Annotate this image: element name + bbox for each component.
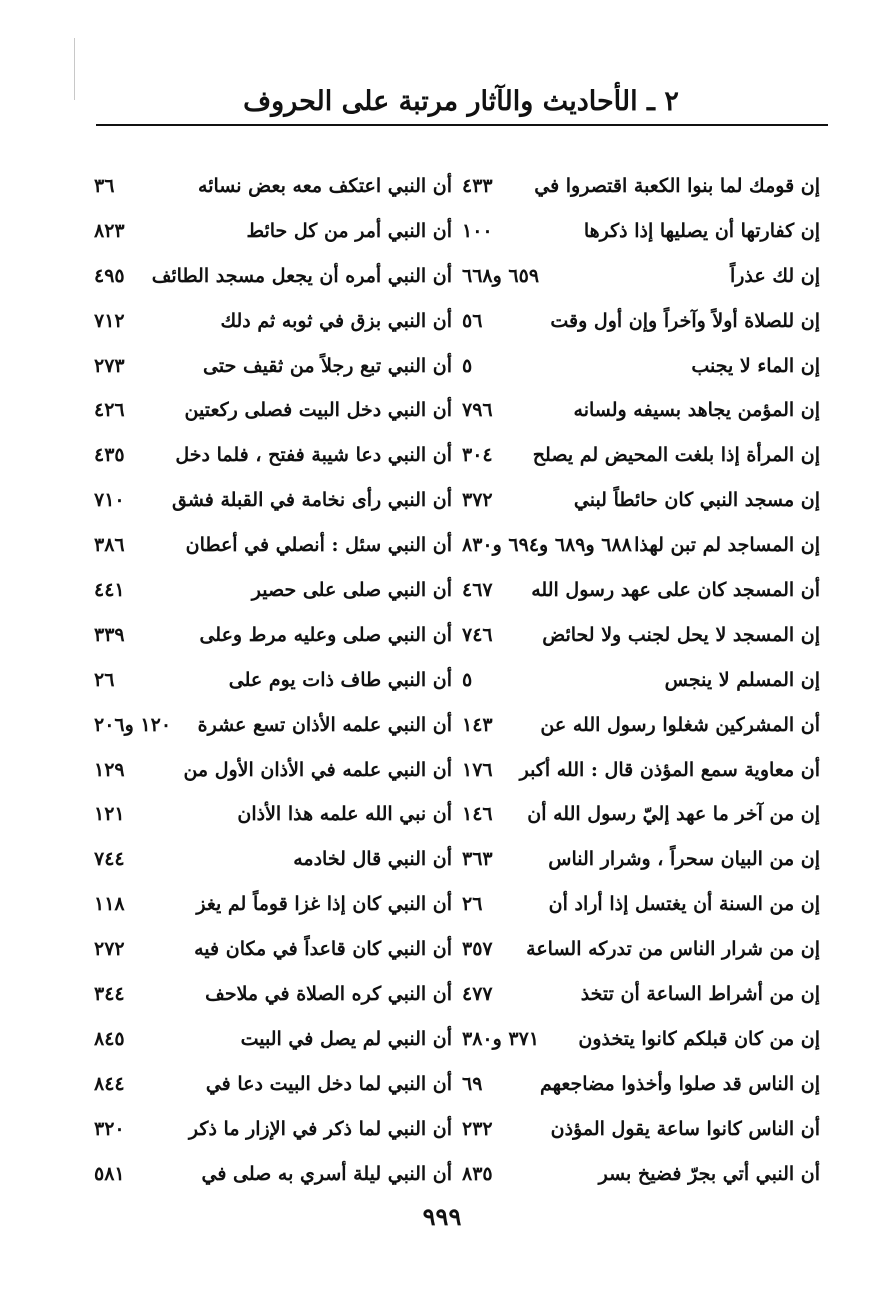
entry-reference-number: ٥ bbox=[462, 354, 473, 377]
margin-mark bbox=[74, 38, 75, 100]
entry-text: أن النبي دخل البيت فصلى ركعتين bbox=[184, 399, 452, 422]
entry-reference-number: ١٢٠ و٢٠٦ bbox=[94, 713, 172, 736]
entry-reference-number: ٢٦ bbox=[462, 893, 483, 916]
index-entry bbox=[88, 748, 458, 793]
index-entry bbox=[456, 1107, 826, 1152]
entry-reference-number: ٧١٠ bbox=[94, 489, 125, 512]
entry-text: أن النبي دعا شيبة ففتح ، فلما دخل bbox=[175, 444, 452, 467]
page-number: ٩٩٩ bbox=[422, 1202, 462, 1231]
entry-reference-number: ٧١٢ bbox=[94, 309, 125, 332]
entry-text: أن النبي طاف ذات يوم على bbox=[228, 668, 452, 691]
entry-reference-number: ٨٤٤ bbox=[94, 1072, 125, 1095]
entry-text: أن النبي ليلة أسري به صلى في bbox=[201, 1162, 452, 1185]
entry-text: أن النبي لم يصل في البيت bbox=[240, 1027, 452, 1050]
index-entry bbox=[456, 254, 826, 299]
entry-text: إن قومك لما بنوا الكعبة اقتصروا في bbox=[534, 175, 820, 197]
entry-reference-number: ٦٨٨ و٦٨٩ و٦٩٤ و٨٣٠ bbox=[462, 534, 632, 557]
entry-reference-number: ١٠٠ bbox=[462, 219, 493, 242]
entry-text: أن النبي لما ذكر في الإزار ما ذكر bbox=[188, 1117, 452, 1140]
index-entry bbox=[456, 209, 826, 254]
entry-reference-number: ٢٣٢ bbox=[462, 1117, 493, 1140]
entry-text: إن المرأة إذا بلغت المحيض لم يصلح bbox=[532, 444, 820, 467]
index-entry bbox=[88, 613, 458, 658]
index-entry bbox=[88, 837, 458, 882]
entry-text: إن من آخر ما عهد إليّ رسول الله أن bbox=[527, 803, 820, 826]
entry-reference-number: ٣٧٢ bbox=[462, 489, 493, 512]
entry-text: إن المسلم لا ينجس bbox=[664, 668, 820, 691]
entry-reference-number: ٦٩ bbox=[462, 1072, 483, 1095]
entry-text: إن المؤمن يجاهد بسيفه ولسانه bbox=[573, 399, 820, 422]
entry-reference-number: ٣٦٣ bbox=[462, 848, 493, 871]
entry-text: إن الناس قد صلوا وأخذوا مضاجعهم bbox=[539, 1072, 820, 1095]
index-entry bbox=[88, 344, 458, 389]
entry-text: إن للصلاة أولاً وآخراً وإن أول وقت bbox=[550, 309, 820, 332]
entry-reference-number: ٣٥٧ bbox=[462, 938, 493, 961]
entry-reference-number: ٥٦ bbox=[462, 309, 483, 332]
entry-reference-number: ٤٣٣ bbox=[462, 175, 493, 197]
entry-reference-number: ٢٦ bbox=[94, 668, 115, 691]
entry-text: أن معاوية سمع المؤذن قال : الله أكبر bbox=[519, 758, 820, 781]
index-entry bbox=[88, 254, 458, 299]
entry-reference-number: ٨٤٥ bbox=[94, 1027, 125, 1050]
entry-reference-number: ٢٧٢ bbox=[94, 938, 125, 961]
entry-reference-number: ٢٧٣ bbox=[94, 354, 125, 377]
entry-reference-number: ٣٦ bbox=[94, 175, 115, 197]
index-entry bbox=[456, 568, 826, 613]
index-column-right bbox=[456, 164, 826, 1196]
index-entry bbox=[456, 748, 826, 793]
index-entry bbox=[88, 658, 458, 703]
entry-reference-number: ٧٤٤ bbox=[94, 848, 125, 871]
entry-reference-number: ٤٧٧ bbox=[462, 983, 493, 1006]
header-rule bbox=[96, 124, 828, 126]
entry-text: أن المسجد كان على عهد رسول الله bbox=[531, 579, 820, 602]
entry-text: إن مسجد النبي كان حائطاً لبني bbox=[573, 489, 820, 512]
index-entry bbox=[88, 299, 458, 344]
entry-text: إن من شرار الناس من تدركه الساعة bbox=[526, 938, 820, 961]
entry-text: أن الناس كانوا ساعة يقول المؤذن bbox=[550, 1117, 820, 1140]
index-entry bbox=[456, 388, 826, 433]
index-entry bbox=[88, 972, 458, 1017]
entry-text: إن لك عذراً bbox=[729, 264, 820, 287]
entry-reference-number: ٨٣٥ bbox=[462, 1162, 493, 1185]
entry-reference-number: ١٢١ bbox=[94, 803, 125, 826]
entry-text: أن النبي صلى وعليه مرط وعلى bbox=[199, 623, 452, 646]
entry-reference-number: ٧٩٦ bbox=[462, 399, 493, 422]
entry-text: أن النبي قال لخادمه bbox=[293, 848, 452, 871]
index-entry bbox=[88, 1062, 458, 1107]
entry-reference-number: ٤٢٦ bbox=[94, 399, 125, 422]
entry-reference-number: ٣٧١ و٣٨٠ bbox=[462, 1027, 540, 1050]
entry-text: إن المساجد لم تبن لهذا bbox=[634, 534, 820, 557]
index-entry bbox=[456, 1017, 826, 1062]
entry-text: أن النبي رأى نخامة في القبلة فشق bbox=[171, 489, 452, 512]
entry-reference-number: ٣٨٦ bbox=[94, 534, 125, 557]
entry-text: أن المشركين شغلوا رسول الله عن bbox=[540, 713, 820, 736]
index-entry bbox=[88, 164, 458, 209]
index-entry bbox=[456, 433, 826, 478]
entry-reference-number: ١٤٦ bbox=[462, 803, 493, 826]
index-entry bbox=[456, 523, 826, 568]
entry-text: إن الماء لا يجنب bbox=[691, 354, 820, 377]
entry-text: إن المسجد لا يحل لجنب ولا لحائض bbox=[542, 623, 820, 646]
page-header-title: ٢ ـ الأحاديث والآثار مرتبة على الحروف bbox=[243, 86, 679, 117]
index-entry bbox=[88, 703, 458, 748]
index-entry bbox=[456, 972, 826, 1017]
index-entry bbox=[88, 792, 458, 837]
entry-text: إن من البيان سحراً ، وشرار الناس bbox=[548, 848, 820, 871]
entry-reference-number: ٧٤٦ bbox=[462, 623, 493, 646]
index-entry bbox=[88, 433, 458, 478]
entry-text: أن النبي صلى على حصير bbox=[251, 579, 452, 602]
index-entry bbox=[88, 388, 458, 433]
entry-reference-number: ١٢٩ bbox=[94, 758, 125, 781]
entry-text: أن النبي سئل : أنصلي في أعطان bbox=[185, 534, 452, 557]
index-entry bbox=[456, 1062, 826, 1107]
entry-text: إن كفارتها أن يصليها إذا ذكرها bbox=[583, 219, 820, 242]
entry-text: أن النبي اعتكف معه بعض نسائه bbox=[198, 175, 452, 197]
entry-reference-number: ٣٢٠ bbox=[94, 1117, 125, 1140]
index-column-left bbox=[88, 164, 458, 1196]
entry-reference-number: ٤٩٥ bbox=[94, 264, 125, 287]
entry-reference-number: ١٤٣ bbox=[462, 713, 493, 736]
index-entry bbox=[456, 478, 826, 523]
entry-text: أن النبي أتي بجرّ فضيخ بسر bbox=[598, 1162, 820, 1185]
index-entry bbox=[456, 837, 826, 882]
entry-text: أن النبي بزق في ثوبه ثم دلك bbox=[220, 309, 452, 332]
entry-reference-number: ٥ bbox=[462, 668, 473, 691]
entry-reference-number: ٣٣٩ bbox=[94, 623, 125, 646]
entry-text: أن النبي كان قاعداً في مكان فيه bbox=[194, 938, 452, 961]
index-entry bbox=[456, 703, 826, 748]
entry-reference-number: ٣٠٤ bbox=[462, 444, 493, 467]
index-entry bbox=[88, 1152, 458, 1197]
index-entry bbox=[456, 164, 826, 209]
index-entry bbox=[88, 927, 458, 972]
entry-text: أن النبي لما دخل البيت دعا في bbox=[205, 1072, 452, 1095]
index-entry bbox=[456, 1152, 826, 1197]
index-entry bbox=[456, 344, 826, 389]
entry-reference-number: ٤٣٥ bbox=[94, 444, 125, 467]
index-entry bbox=[456, 613, 826, 658]
index-entry bbox=[456, 927, 826, 972]
entry-text: أن النبي كان إذا غزا قوماً لم يغز bbox=[196, 893, 452, 916]
index-entry bbox=[456, 792, 826, 837]
entry-reference-number: ٤٦٧ bbox=[462, 579, 493, 602]
index-entry bbox=[88, 568, 458, 613]
entry-text: أن نبي الله علمه هذا الأذان bbox=[237, 803, 452, 826]
index-entry bbox=[88, 478, 458, 523]
entry-text: أن النبي كره الصلاة في ملاحف bbox=[205, 983, 452, 1006]
entry-text: أن النبي تبع رجلاً من ثقيف حتى bbox=[203, 354, 452, 377]
index-entry bbox=[88, 882, 458, 927]
entry-text: أن النبي علمه في الأذان الأول من bbox=[183, 758, 452, 781]
entry-reference-number: ٤٤١ bbox=[94, 579, 125, 602]
entry-reference-number: ٦٥٩ و٦٦٨ bbox=[462, 264, 540, 287]
entry-reference-number: ١١٨ bbox=[94, 893, 125, 916]
entry-reference-number: ٣٤٤ bbox=[94, 983, 125, 1006]
entry-reference-number: ٥٨١ bbox=[94, 1162, 125, 1185]
entry-text: إن من كان قبلكم كانوا يتخذون bbox=[578, 1027, 820, 1050]
entry-text: أن النبي أمر من كل حائط bbox=[246, 219, 452, 242]
entry-text: أن النبي أمره أن يجعل مسجد الطائف bbox=[151, 264, 452, 287]
entry-text: إن من أشراط الساعة أن تتخذ bbox=[580, 983, 820, 1006]
index-entry bbox=[88, 523, 458, 568]
index-entry bbox=[456, 882, 826, 927]
entry-reference-number: ٨٢٣ bbox=[94, 219, 125, 242]
index-entry bbox=[88, 209, 458, 254]
entry-reference-number: ١٧٦ bbox=[462, 758, 493, 781]
entry-text: أن النبي علمه الأذان تسع عشرة bbox=[197, 713, 452, 736]
entry-text: إن من السنة أن يغتسل إذا أراد أن bbox=[548, 893, 820, 916]
index-entry bbox=[88, 1017, 458, 1062]
index-entry bbox=[88, 1107, 458, 1152]
index-entry bbox=[456, 299, 826, 344]
index-entry bbox=[456, 658, 826, 703]
